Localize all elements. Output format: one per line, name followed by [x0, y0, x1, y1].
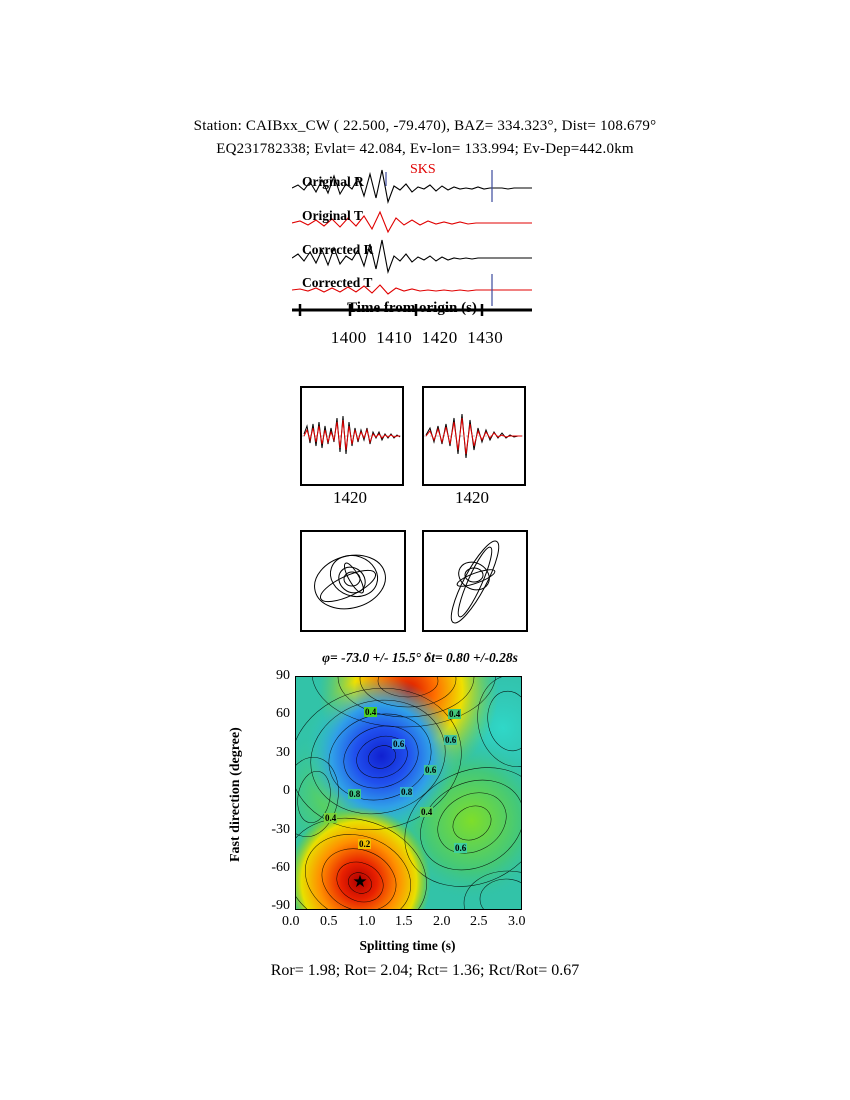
ytick-m30: -30: [271, 822, 290, 837]
figure-header: [0, 0, 850, 158]
ytick-m60: -60: [271, 860, 290, 875]
trace-label-corrected-r: Corrected R: [302, 242, 374, 257]
time-tick-1420: 1420: [421, 328, 458, 347]
station-info-line: Station: CAIBxx_CW ( 22.500, -79.470), BAZ= 334.323°, Dist= 108.679°: [193, 118, 657, 134]
corrected-window-traces: [424, 388, 524, 484]
quality-metrics-line: Ror= 1.98; Rot= 2.04; Rct= 1.36; Rct/Rot= 0.67: [270, 962, 580, 979]
time-axis-ticks: [272, 328, 562, 348]
contour-label-2: 0.6: [393, 739, 405, 749]
error-surface-plot: [295, 676, 522, 910]
contour-label-3: 0.6: [445, 735, 457, 745]
trace-label-original-r: Original R: [302, 174, 364, 189]
contour-label-6: 0.6: [425, 765, 437, 775]
trace-label-corrected-t: Corrected T: [302, 275, 373, 290]
contour-label-1: 0.4: [449, 709, 461, 719]
contour-label-7: 0.4: [421, 807, 433, 817]
ytick-60: 60: [276, 706, 290, 721]
contour-label-0: 0.4: [365, 707, 377, 717]
ytick-0: 0: [283, 783, 290, 798]
xtick-2-0: 2.0: [433, 914, 451, 929]
xtick-0-0: 0.0: [282, 914, 300, 929]
xtick-1-0: 1.0: [358, 914, 376, 929]
contour-label-8: 0.4: [325, 813, 337, 823]
ytick-90: 90: [276, 668, 290, 683]
contour-label-10: 0.6: [455, 843, 467, 853]
waveform-panel: [292, 162, 532, 318]
sks-phase-label: SKS: [410, 162, 436, 177]
ytick-30: 30: [276, 745, 290, 760]
uncorrected-window-tick: 1420: [333, 488, 367, 507]
contour-label-4: 0.8: [349, 789, 361, 799]
xtick-3-0: 3.0: [508, 914, 526, 929]
corrected-waveform-window: [422, 386, 526, 486]
svg-text:★: ★: [352, 872, 368, 891]
corrected-window-tick: 1420: [455, 488, 489, 507]
contour-x-axis-label: Splitting time (s): [359, 938, 456, 953]
xtick-0-5: 0.5: [320, 914, 338, 929]
xtick-2-5: 2.5: [470, 914, 488, 929]
uncorrected-waveform-window: [300, 386, 404, 486]
corrected-particle-motion: [422, 530, 528, 632]
time-tick-1410: 1410: [376, 328, 413, 347]
corrected-particle-path: [424, 532, 526, 630]
xtick-1-5: 1.5: [395, 914, 413, 929]
contour-label-9: 0.2: [359, 839, 371, 849]
event-info-line: EQ231782338; Evlat= 42.084, Ev-lon= 133.994; Ev-Dep=442.0km: [216, 141, 634, 157]
contour-y-ticks: [252, 668, 290, 916]
time-tick-1400: 1400: [330, 328, 367, 347]
contour-x-ticks: [270, 914, 550, 934]
uncorrected-particle-path: [302, 532, 404, 630]
contour-y-axis-label: Fast direction (degree): [228, 727, 243, 863]
time-axis-title: Time from origin (s): [347, 300, 477, 316]
splitting-parameters-title: φ= -73.0 +/- 15.5° δt= 0.80 +/-0.28s: [322, 650, 518, 665]
uncorrected-window-traces: [302, 388, 402, 484]
ytick-m90: -90: [271, 898, 290, 913]
trace-label-original-t: Original T: [302, 208, 363, 223]
contour-label-5: 0.8: [401, 787, 413, 797]
time-tick-1430: 1430: [467, 328, 504, 347]
uncorrected-particle-motion: [300, 530, 406, 632]
